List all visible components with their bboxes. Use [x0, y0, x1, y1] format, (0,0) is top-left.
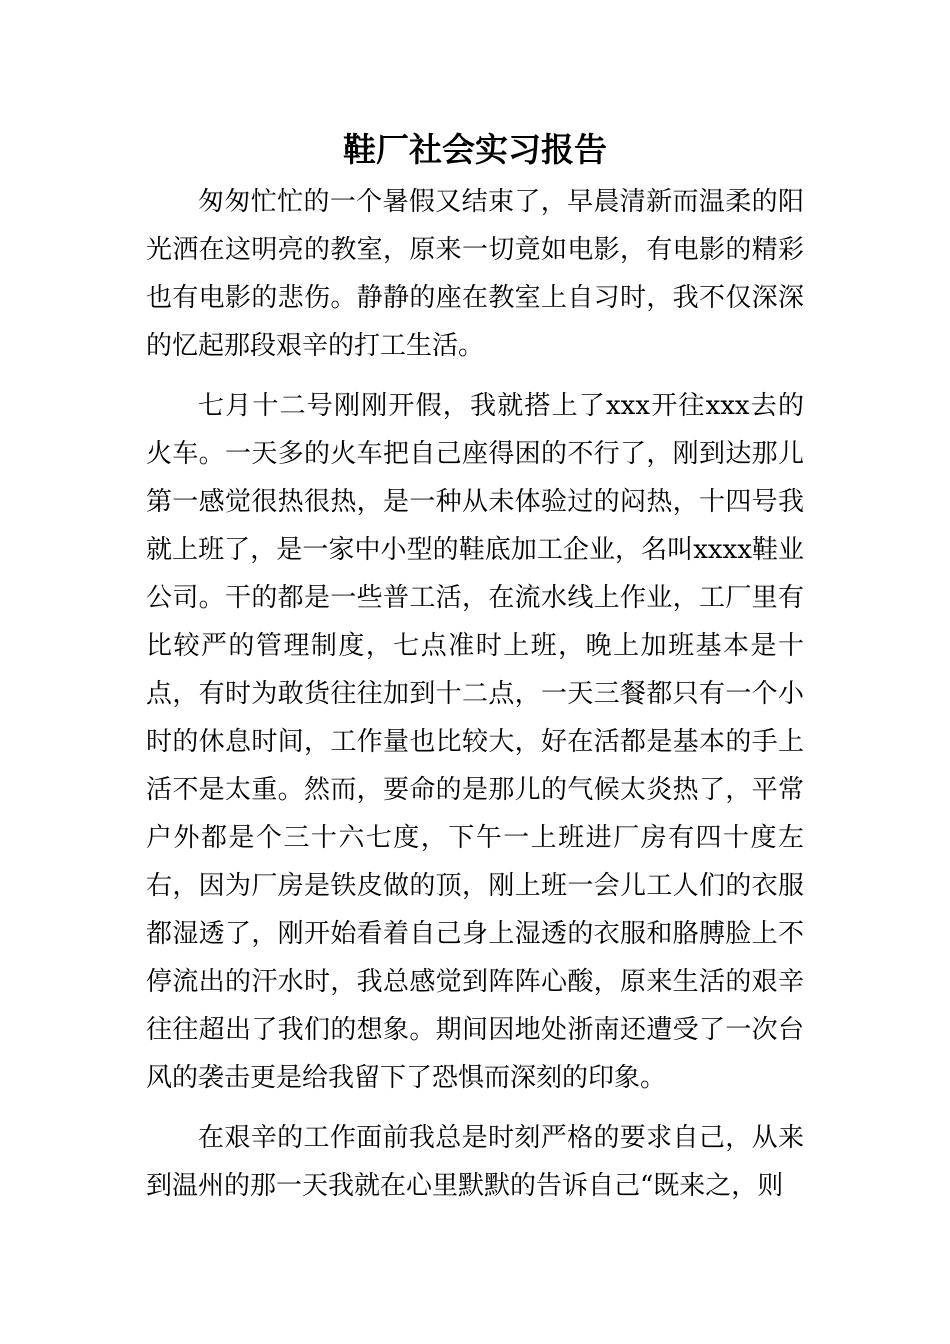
document-title: 鞋厂社会实习报告	[343, 130, 607, 169]
document-body	[146, 178, 804, 1222]
paragraph-1: 匆匆忙忙的一个暑假又结束了，早晨清新而温柔的阳光洒在这明亮的教室，原来一切竟如电影，有电影的精彩也有电影的悲伤。静静的座在教室上自习时，我不仅深深的忆起那段艰辛的打工生活。	[146, 187, 804, 361]
paragraph-3: 在艰辛的工作面前我总是时刻严格的要求自己，从来到温州的那一天我就在心里默默的告诉自己“既来之，则	[146, 1123, 804, 1201]
paragraph-2: 七月十二号刚刚开假，我就搭上了xxx开往xxx去的火车。一天多的火车把自己座得困的不行了，刚到达那儿第一感觉很热很热，是一种从未体验过的闷热，十四号我就上班了，是一家中小型的鞋底加工企业，名叫xxxx鞋业公司。干的都是一些普工活，在流水线上作业，工厂里有比较严的管理制度，七点准时上班，晚上加班基本是十点，有时为敢货往往加到十二点，一天三餐都只有一个小时的休息时间，工作量也比较大，好在活都是基本的手上活不是太重。然而，要命的是那儿的气候太炎热了，平常户外都是个三十六七度，下午一上班进厂房有四十度左右，因为厂房是铁皮做的顶，刚上班一会儿工人们的衣服都湿透了，刚开始看着自己身上湿透的衣服和胳膊脸上不停流出的汗水时，我总感觉到阵阵心酸，原来生活的艰辛往往超出了我们的想象。期间因地处浙南还遭受了一次台风的袭击更是给我留下了恐惧而深刻的印象。	[146, 391, 804, 1093]
